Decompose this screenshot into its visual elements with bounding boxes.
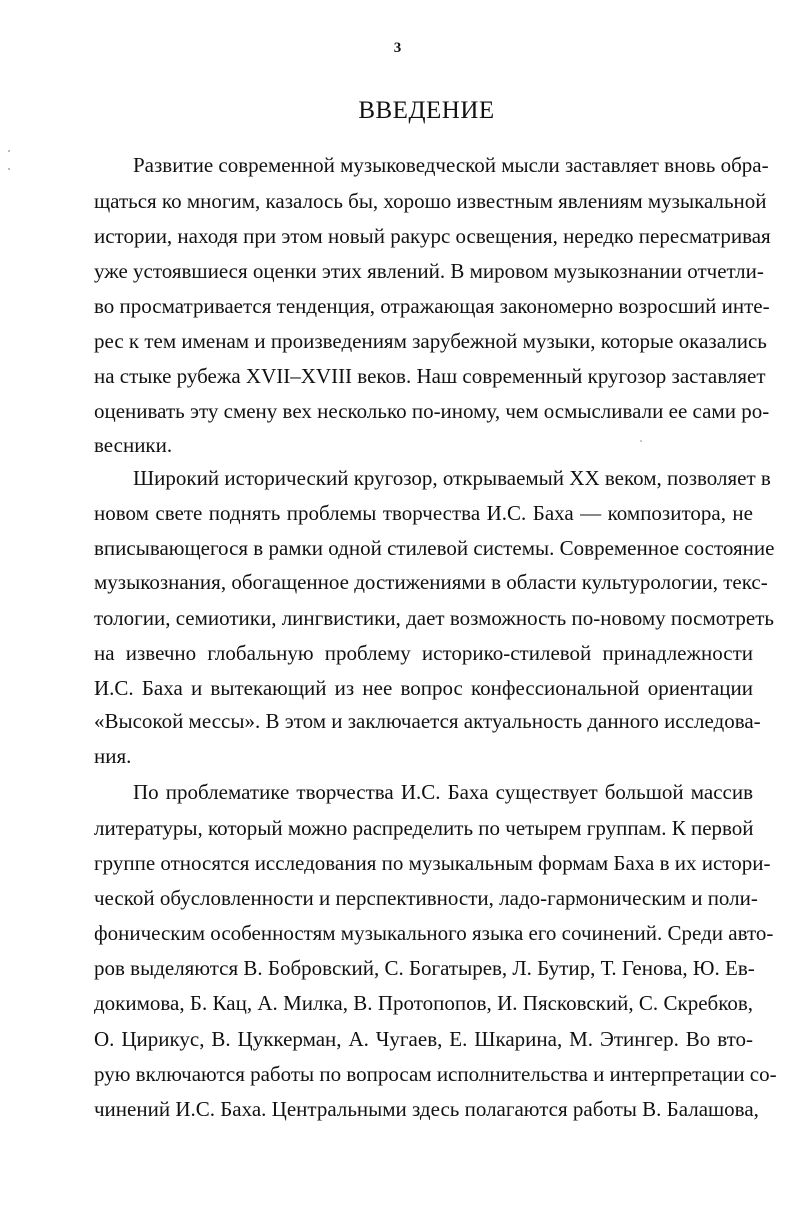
section-heading: ВВЕДЕНИЕ — [358, 97, 495, 124]
text-line: музыкознания, обогащенное достижениями в области культурологии, текс- — [94, 570, 768, 594]
text-line: на стыке рубежа XVII–XVIII веков. Наш современный кругозор заставляет — [94, 364, 766, 388]
text-line: О. Цирикус, В. Цуккерман, А. Чугаев, Е. Шкарина, М. Этингер. Во вто- — [94, 1027, 753, 1051]
text-line: И.С. Баха и вытекающий из нее вопрос конфессиональной ориентации — [94, 676, 753, 700]
text-line: уже устоявшиеся оценки этих явлений. В мировом музыкознании отчетли- — [94, 259, 764, 283]
text-line: истории, находя при этом новый ракурс освещения, нередко пересматривая — [94, 224, 771, 248]
text-line: оценивать эту смену вех несколько по-иному, чем осмысливали ее сами ро- — [94, 399, 770, 423]
scan-speck — [8, 150, 10, 152]
text-line: Широкий исторический кругозор, открываемый XX веком, позволяет в — [133, 466, 771, 490]
text-line: ров выделяются В. Бобровский, С. Богатырев, Л. Бутир, Т. Генова, Ю. Ев- — [94, 956, 755, 980]
text-line: вписывающегося в рамки одной стилевой системы. Современное состояние — [94, 536, 775, 560]
text-line: ческой обусловленности и перспективности, ладо-гармоническим и поли- — [94, 886, 758, 910]
text-line: группе относятся исследования по музыкальным формам Баха в их истори- — [94, 851, 771, 875]
text-line: фоническим особенностям музыкального языка его сочинений. Среди авто- — [94, 921, 774, 945]
text-line: на извечно глобальную проблему историко-стилевой принадлежности — [94, 641, 753, 665]
text-line: рую включаются работы по вопросам исполнительства и интерпретации со- — [94, 1062, 777, 1086]
text-line: Развитие современной музыковедческой мысли заставляет вновь обра- — [133, 153, 769, 177]
text-line: докимова, Б. Кац, А. Милка, В. Протопопов, И. Пясковский, С. Скребков, — [94, 991, 753, 1015]
scan-speck — [8, 168, 10, 170]
text-line: «Высокой мессы». В этом и заключается актуальность данного исследова- — [94, 709, 761, 733]
text-line: По проблематике творчества И.С. Баха существует большой массив — [133, 780, 753, 804]
text-line: новом свете поднять проблемы творчества И.С. Баха — композитора, не — [94, 501, 753, 525]
text-line: весники. — [94, 433, 173, 457]
text-line: во просматривается тенденция, отражающая закономерно возросший инте- — [94, 294, 770, 318]
scan-speck — [640, 440, 642, 442]
text-line: чинений И.С. Баха. Центральными здесь полагаются работы В. Балашова, — [94, 1097, 759, 1121]
text-line: литературы, который можно распределить по четырем группам. К первой — [94, 816, 754, 840]
text-line: ния. — [94, 744, 132, 768]
text-line: тологии, семиотики, лингвистики, дает возможность по-новому посмотреть — [94, 606, 774, 630]
text-line: рес к тем именам и произведениям зарубежной музыки, которые оказались — [94, 329, 767, 353]
text-line: щаться ко многим, казалось бы, хорошо известным явлениям музыкальной — [94, 189, 767, 213]
page-number: 3 — [393, 40, 402, 56]
